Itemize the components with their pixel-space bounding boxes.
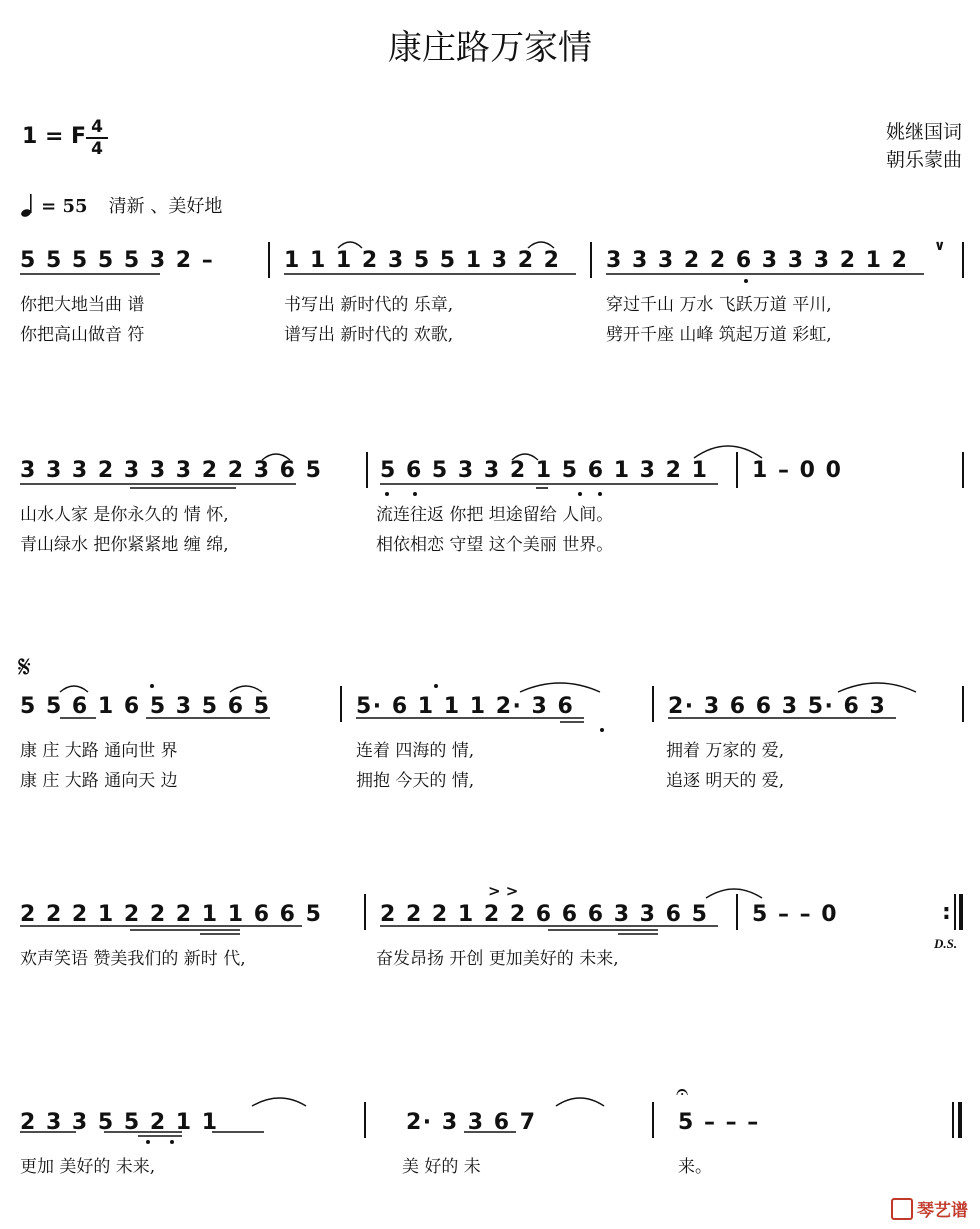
measure: 5 5 6 1 6 5 3 5 6 5 xyxy=(20,694,271,719)
row-3-slurs xyxy=(0,672,980,742)
tempo-expression: 清新 、美好地 xyxy=(108,196,223,217)
measure: 5· 6 1 1 1 2· 3 6 xyxy=(356,694,575,719)
key-signature: 1 = F xyxy=(22,124,87,149)
row-1-slurs xyxy=(0,236,980,286)
lyric-line: 欢声笑语 赞美我们的 新时 代, xyxy=(20,949,246,969)
lyric-line: 书写出 新时代的 乐章, xyxy=(284,295,454,315)
quarter-note-icon xyxy=(20,192,36,218)
accent-marks: > > xyxy=(488,882,519,900)
composer-credit: 朝乐蒙曲 xyxy=(885,149,962,171)
measure: 5 – – 0 xyxy=(752,902,839,927)
low-octave-dot xyxy=(170,1140,174,1144)
lyric-line: 美 好的 未 xyxy=(402,1157,481,1177)
time-signature-top: 4 xyxy=(91,117,103,137)
slur xyxy=(838,683,916,692)
lyric-line: 拥着 万家的 爱, xyxy=(666,741,785,761)
watermark xyxy=(891,1196,968,1221)
measure: 1 1 1 2 3 5 5 1 3 2 2 xyxy=(284,248,561,273)
measure: 1 – 0 0 xyxy=(752,458,843,483)
page-title: 康庄路万家情 xyxy=(388,28,592,68)
lyric-line: 拥抱 今天的 情, xyxy=(356,771,475,791)
measure: 5 5 5 5 5 3 2 – xyxy=(20,248,215,273)
lyric-line: 追逐 明天的 爱, xyxy=(666,771,785,791)
credits xyxy=(886,118,962,174)
low-octave-dot xyxy=(600,728,604,732)
measure: 5 – – – xyxy=(678,1110,760,1135)
measure: 2· 3 3 6 7 xyxy=(406,1110,537,1135)
lyric-line: 谱写出 新时代的 欢歌, xyxy=(284,325,454,345)
brand-logo-icon xyxy=(891,1198,913,1220)
lyric-line: 来。 xyxy=(678,1157,712,1177)
measure: 5 6 5 3 3 2 1 5 6 1 3 2 1 xyxy=(380,458,709,483)
low-octave-dot xyxy=(578,492,582,496)
measure: 2 3 3 5 5 2 1 1 xyxy=(20,1110,219,1135)
measure: 2 2 2 1 2 2 2 1 1 6 6 5 xyxy=(20,902,323,927)
lyric-line: 青山绿水 把你紧紧地 缠 绵, xyxy=(20,535,229,555)
tie xyxy=(252,1098,306,1106)
lyric-line: 康 庄 大路 通向天 边 xyxy=(20,771,178,791)
row-5-slurs xyxy=(0,1088,980,1158)
lyricist-credit: 姚继国词 xyxy=(885,121,962,143)
slur xyxy=(338,242,362,248)
dal-segno-mark: D.S. xyxy=(934,936,958,951)
slur xyxy=(556,1098,604,1106)
lyric-line: 奋发昂扬 开创 更加美好的 未来, xyxy=(376,949,619,969)
lyric-line: 劈开千座 山峰 筑起万道 彩虹, xyxy=(606,325,832,345)
breath-mark: ∨ xyxy=(934,238,946,254)
time-signature-bottom: 4 xyxy=(91,139,103,159)
lyric-line: 相依相恋 守望 这个美丽 世界。 xyxy=(376,535,614,555)
lyric-line: 连着 四海的 情, xyxy=(356,741,475,761)
lyric-line: 更加 美好的 未来, xyxy=(20,1157,156,1177)
tie xyxy=(706,889,762,898)
low-octave-dot xyxy=(413,492,417,496)
row-4-slurs xyxy=(0,882,980,952)
lyric-line: 山水人家 是你永久的 情 怀, xyxy=(20,505,229,525)
repeat-dots: : xyxy=(942,900,953,925)
low-octave-dot xyxy=(744,279,748,283)
measure: 3 3 3 2 3 3 3 2 2 3 6 5 xyxy=(20,458,323,483)
slur xyxy=(60,686,88,692)
low-octave-dot xyxy=(598,492,602,496)
lyric-line: 你把大地当曲 谱 xyxy=(20,295,145,315)
fermata-mark: 𝄐 xyxy=(676,1080,689,1105)
row-2-slurs xyxy=(0,440,980,500)
low-octave-dot xyxy=(146,1140,150,1144)
lyric-line: 你把高山做音 符 xyxy=(20,325,145,345)
lyric-line: 流连往返 你把 坦途留给 人间。 xyxy=(376,505,614,525)
tempo-marking xyxy=(20,192,222,218)
tempo-bpm: = 55 xyxy=(41,196,88,217)
measure: 3 3 3 2 2 6 3 3 3 2 1 2 xyxy=(606,248,909,273)
slur xyxy=(520,683,600,692)
slur xyxy=(512,454,538,460)
slur xyxy=(262,454,290,460)
slur xyxy=(528,242,554,248)
lyric-line: 康 庄 大路 通向世 界 xyxy=(20,741,178,761)
high-octave-dot xyxy=(150,684,154,688)
measure: 2 2 2 1 2 2 6 6 6 3 3 6 5 xyxy=(380,902,709,927)
tie xyxy=(694,446,762,458)
time-signature xyxy=(86,118,108,158)
lyric-line: 穿过千山 万水 飞跃万道 平川, xyxy=(606,295,832,315)
high-octave-dot xyxy=(434,684,438,688)
low-octave-dot xyxy=(385,492,389,496)
measure: 2· 3 6 6 3 5· 6 3 xyxy=(668,694,887,719)
slur xyxy=(230,686,262,692)
brand-name: 琴艺谱 xyxy=(917,1201,968,1221)
segno-sign: 𝄋 xyxy=(18,650,31,685)
